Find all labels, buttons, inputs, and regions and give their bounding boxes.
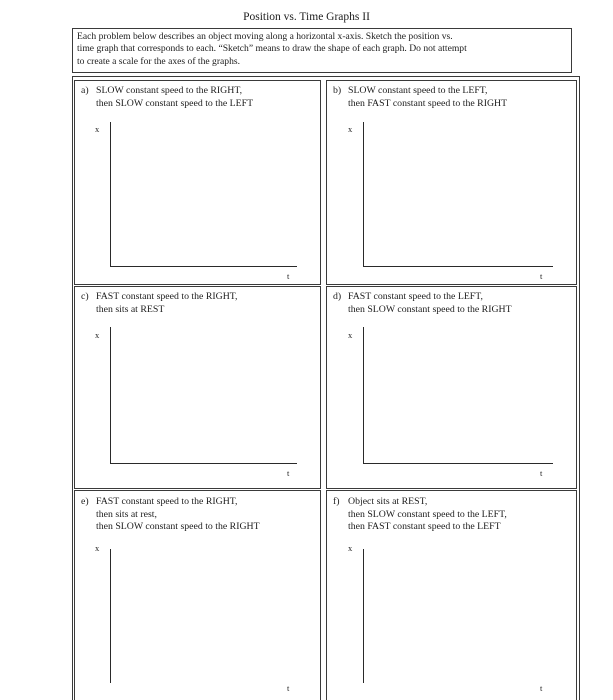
panel-text-line: then SLOW constant speed to the RIGHT [348, 303, 512, 315]
panel-text-line: then sits at REST [96, 303, 165, 315]
y-axis-label: x [348, 543, 353, 553]
panel-d-label [333, 291, 512, 316]
panel-letter: a) [81, 85, 89, 96]
y-axis-label: x [95, 543, 100, 553]
panel-b [326, 80, 577, 285]
y-axis-label: x [95, 330, 100, 340]
panel-text-line: FAST constant speed to the RIGHT, [96, 496, 238, 507]
panel-a-label [81, 85, 254, 110]
page-title: Position vs. Time Graphs II [243, 11, 370, 23]
y-axis-label: x [95, 124, 100, 134]
panel-e [74, 490, 321, 700]
panel-text-line: then SLOW constant speed to the LEFT, [348, 508, 507, 520]
x-axis-label: t [540, 683, 543, 693]
x-axis-label: t [540, 271, 543, 281]
panel-text-line: SLOW constant speed to the RIGHT, [96, 85, 243, 96]
panel-text-line: then SLOW constant speed to the RIGHT [96, 521, 260, 533]
panel-letter: e) [81, 496, 89, 507]
instructions-line: time graph that corresponds to each. “Sketch” means to draw the shape of each graph. Do not attempt [77, 43, 467, 55]
x-axis [363, 266, 553, 267]
y-axis [110, 122, 111, 266]
x-axis-label: t [540, 468, 543, 478]
panel-text-line: FAST constant speed to the LEFT, [348, 291, 483, 302]
y-axis [363, 549, 364, 683]
panel-c [74, 286, 321, 489]
panel-f [326, 490, 577, 700]
instructions-line: Each problem below describes an object moving along a horizontal x-axis. Sketch the position vs. [77, 31, 453, 42]
panel-letter: b) [333, 85, 342, 96]
x-axis-label: t [287, 271, 290, 281]
x-axis-label: t [287, 683, 290, 693]
panel-e-label [81, 496, 260, 534]
x-axis [110, 266, 297, 267]
panel-c-label [81, 291, 238, 316]
instructions-line: to create a scale for the axes of the graphs. [77, 55, 241, 67]
panel-letter: f) [333, 496, 340, 507]
y-axis [363, 122, 364, 266]
y-axis-label: x [348, 330, 353, 340]
panel-text-line: Object sits at REST, [348, 496, 428, 507]
y-axis [110, 327, 111, 463]
x-axis-label: t [287, 468, 290, 478]
panel-text-line: then SLOW constant speed to the LEFT [96, 97, 254, 109]
panel-text-line: SLOW constant speed to the LEFT, [348, 85, 488, 96]
y-axis [110, 549, 111, 683]
panel-letter: c) [81, 291, 89, 302]
x-axis [363, 463, 553, 464]
panel-f-label [333, 496, 507, 534]
y-axis-label: x [348, 124, 353, 134]
panel-text-line: then sits at rest, [96, 508, 157, 520]
panel-text-line: FAST constant speed to the RIGHT, [96, 291, 238, 302]
panel-b-label [333, 85, 508, 110]
x-axis [110, 463, 297, 464]
panel-letter: d) [333, 291, 342, 302]
panel-text-line: then FAST constant speed to the LEFT [348, 521, 501, 533]
panel-d [326, 286, 577, 489]
instructions-box [72, 28, 572, 73]
panel-text-line: then FAST constant speed to the RIGHT [348, 97, 508, 109]
y-axis [363, 327, 364, 463]
panel-a [74, 80, 321, 285]
